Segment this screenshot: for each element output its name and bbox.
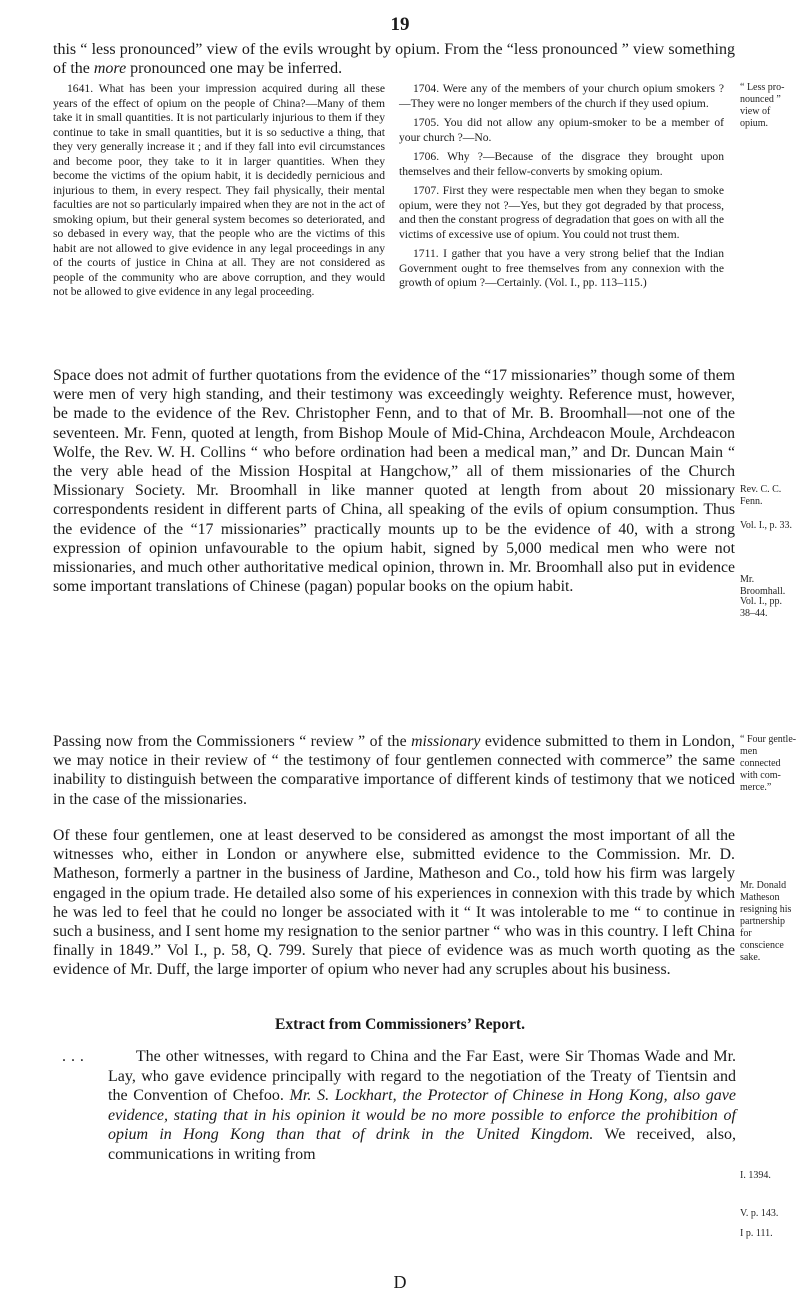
para2-emphasis: missionary (411, 733, 481, 750)
page-number: 19 (390, 14, 410, 35)
left-column (53, 82, 385, 305)
side-note-fenn: Rev. C. C. Fenn. (740, 484, 782, 507)
right-col-para: 1711. I gather that you have a very strong belief that the Indian Government ought to free themselves from any connexion with the growth of opium ?—Certainly. (Vol. I., pp. 113–115.) (399, 247, 724, 289)
paragraph-text: Of these four gentlemen, one at least deserved to be considered as amongst the most important of all the witnesses who, either in London or anywhere else, submitted evidence to the Commission. Mr. D. Matheson, formerly a partner in the business of Jardine, Matheson and Co., told how his firm was largely engaged in the opium trade. He detailed also some of his experiences in connexion with this trade by which he was led to feel that he could no longer be associated with it “ It was intolerable to me “ to continue in such a business, and I sent home my resignation to the senior partner “ who was in this country. I left China finally in 1849.” Vol I., p. 58, Q. 799. Surely that piece of evidence was as much worth quoting as the evidence of Mr. Duff, the large importer of opium who never had any scruples about his business. (53, 827, 735, 979)
paragraph-matheson (53, 826, 735, 980)
extract-text (62, 1047, 737, 1164)
left-col-para: 1641. What has been your impression acquired during all these years of the effect of opium on the people of China?—Many of them take it in small quantities. It is not particularly injurious to them if they continue to take in small quantities, but it is so seductive a thing, that they very generally increase it ; and if they fall into evil circumstances and become poor, they take to it in larger quantities. When they become the victims of the opium habit, it is decidedly pernicious and injurious to them, in every respect. They fail physically, their mental faculties are not so particularly impaired when they are not in the act of smoking opium, but their general system becomes so deteriorated, and so debased in every way, that the people who are the victims of this habit are not allowed to give evidence in any legal proceedings in any of the courts of justice in China at all. They are not considered as people of the community who are above corruption, and they would not be allowed to give evidence in any legal proceeding. (53, 82, 385, 298)
paragraph-text: Space does not admit of further quotations from the evidence of the “17 missionaries” though some of them were men of very high standing, and their testimony was exceedingly weighty. Reference must, however, be made to the evidence of the Rev. Christopher Fenn, and to that of Mr. B. Broomhall—not one of the seventeen. Mr. Fenn, quoted at length, from Bishop Moule of Mid-China, Archdeacon Moule, Archdeacon Wolfe, the Rev. W. H. Collins “ who before ordination had been a medical man,” and Dr. Duncan Main “ the very able head of the Mission Hospital at Hangchow,” all of them missionaries of the Church Missionary Society. Mr. Broomhall in like manner quoted at length from about 20 missionary correspondents resident in different parts of China, all speaking of the evils of opium consumption. Thus the evidence of the “17 missionaries” practically mounts up to be the evidence of 40, with a strong expression of opinion unfavourable to the opium habit, signed by 5,000 medical men who were not missionaries, and much other authoritative medical opinion, thrown in. Mr. Broomhall also put in evidence some important translations of Chinese (pagan) popular books on the opium habit. (53, 367, 735, 596)
side-note-four-gentlemen: “ Four gentle-men connected with com-merce.” (740, 734, 797, 793)
right-col-para: 1704. Were any of the members of your church opium smokers ?—They were no longer members of the church if they used opium. (399, 82, 724, 110)
signature-mark: D (393, 1272, 407, 1292)
side-note-ref-1: I. 1394. (740, 1170, 771, 1181)
extract-emphasis: Mr. S. Lockhart, the Protector of Chinese in Hong Kong, also gave evidence, stating that in his opinion it would be no more possible to enforce the prohibition of opium in Hong Kong than that of drink in the United Kingdom. (108, 1087, 737, 1143)
right-col-para: 1707. First they were respectable men when they began to smoke opium, were they not ?—Yes, but they got degraded by that process, and then the constant progress of degradation that goes on with all the victims of excessive use of opium. You could not trust them. (399, 184, 724, 241)
intro-text-a: this “ less pronounced” view of the evils wrought by opium. From the “less pronounced ” view something of the (53, 41, 735, 77)
right-col-para: 1705. You did not allow any opium-smoker to be a member of your church ?—No. (399, 116, 724, 144)
para2-text-b: evidence submitted to them in London, we may notice in their review of “ the testimony of four gentlemen connected with commerce” the same inability to distinguish between the comparative importance of different kinds of testimony that we noticed in the case of the missionaries. (53, 733, 735, 808)
paragraph-missionaries (53, 366, 735, 596)
extract-lead: . . . (62, 1048, 84, 1065)
right-column (399, 82, 724, 296)
extract-paragraph (62, 1047, 737, 1164)
intro-emphasis: more (93, 60, 127, 77)
side-note-matheson: Mr. Donald Matheson resigning his partnership for conscience sake. (740, 880, 792, 963)
intro-paragraph (53, 40, 735, 78)
side-note-broomhall: Mr. Broomhall. (740, 574, 786, 597)
extract-heading: Extract from Commissioners’ Report. (275, 1016, 525, 1033)
extract-text-a: The other witnesses, with regard to China and the Far East, were Sir Thomas Wade and Mr. Lay, who gave evidence principally with regard to the negotiation of the Treaty of Tientsin and the Convention of Chefoo. (108, 1048, 737, 1104)
side-note-fenn-ref: Vol. I., p. 33. (740, 520, 793, 531)
intro-text-b: pronounced one may be inferred. (126, 60, 343, 77)
paragraph-text (53, 732, 735, 809)
right-col-para: 1706. Why ?—Because of the disgrace they brought upon themselves and their fellow-converts by smoking opium. (399, 150, 724, 178)
side-note-less-pronounced: “ Less pro-nounced ” view of opium. (740, 82, 785, 129)
side-note-ref-3: I p. 111. (740, 1228, 773, 1239)
side-note-ref-2: V. p. 143. (740, 1208, 779, 1219)
extract-text-b: We received, also, communications in writing from (108, 1126, 736, 1163)
side-note-broomhall-ref: Vol. I., pp. 38–44. (740, 596, 783, 619)
paragraph-commerce (53, 732, 735, 809)
para2-text-a: Passing now from the Commissioners “ review ” of the (53, 733, 412, 750)
